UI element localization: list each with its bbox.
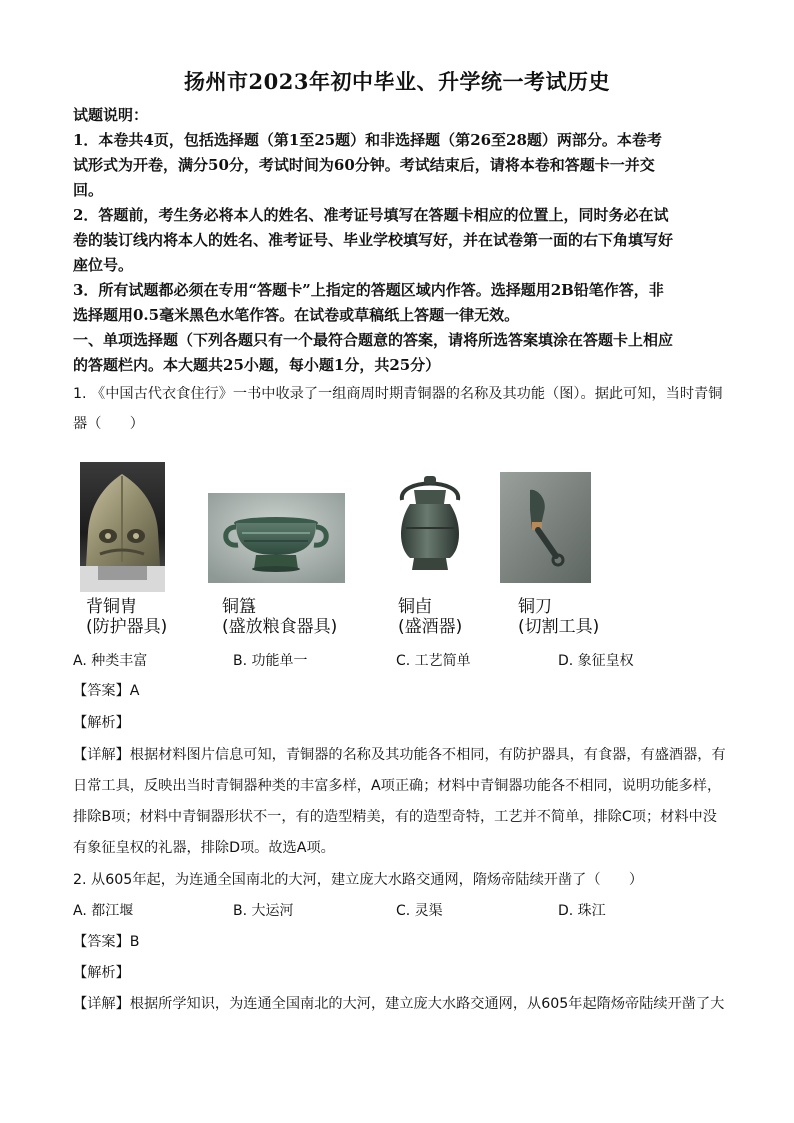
q1-stem: 器（ ）	[73, 416, 144, 432]
q2-stem: 2. 从605年起，为连通全国南北的大河，建立庞大水路交通网，隋炀帝陆续开凿了（ ）	[73, 872, 644, 888]
figure-caption-name: 铜刀	[518, 597, 552, 617]
q2-detail	[73, 993, 733, 1015]
helmet-photo	[80, 462, 165, 592]
q2-option-b: B. 大运河	[233, 903, 294, 919]
q1-detail: 日常工具，反映出当时青铜器种类的丰富多样，A项正确；材料中青铜器功能各不相同，说明功能多样，	[73, 778, 722, 794]
q1-detail	[73, 744, 733, 766]
answer-tag: 【答案】	[73, 934, 130, 950]
detail-tag: 【详解】	[73, 996, 130, 1012]
q1-analysis-tag: 【解析】	[73, 715, 130, 731]
instruction-line: 2．答题前，考生务必将本人的姓名、准考证号填写在答题卡相应的位置上，同时务必在试	[73, 206, 669, 224]
figure-caption-function: (盛酒器)	[398, 617, 463, 637]
q2-option-d: D. 珠江	[558, 903, 606, 919]
q1-option-c: C. 工艺简单	[396, 653, 471, 669]
figure-caption-name: 铜簋	[222, 597, 256, 617]
q1-stem: 1. 《中国古代衣食住行》一书中收录了一组商周时期青铜器的名称及其功能（图）。据此可知，当时青铜	[73, 386, 723, 402]
detail-text: 根据材料图片信息可知，青铜器的名称及其功能各不相同，有防护器具，有食器，有盛酒器，有	[129, 747, 726, 763]
q2-answer	[73, 931, 733, 953]
instruction-line: 选择题用0.5毫米黑色水笔作答。在试卷或草稿纸上答题一律无效。	[73, 306, 520, 324]
figure-caption-name: 铜卣	[398, 597, 432, 617]
figure-caption-name: 背铜胄	[86, 597, 137, 617]
gui-vessel-photo	[208, 493, 345, 583]
q1-answer	[73, 680, 733, 702]
detail-tag: 【详解】	[73, 747, 130, 763]
q2-option-a: A. 都江堰	[73, 903, 134, 919]
section-heading: 的答题栏内。本大题共25小题，每小题1分，共25分）	[73, 356, 441, 374]
q1-detail: 有象征皇权的礼器，排除D项。故选A项。	[73, 840, 335, 856]
figure-caption-function: (防护器具)	[86, 617, 168, 637]
instruction-line: 卷的装订线内将本人的姓名、准考证号、毕业学校填写好，并在试卷第一面的右下角填写好	[73, 231, 674, 249]
q1-option-d: D. 象征皇权	[558, 653, 634, 669]
q1-option-b: B. 功能单一	[233, 653, 308, 669]
instruction-line: 回。	[73, 181, 104, 199]
q2-analysis-tag: 【解析】	[73, 965, 130, 981]
answer-value: A	[129, 683, 140, 699]
q1-detail: 排除B项；材料中青铜器形状不一，有的造型精美，有的造型奇特，工艺并不简单，排除C项；材料中没	[73, 809, 717, 825]
you-vessel-photo	[384, 470, 476, 578]
figure-caption-function: (盛放粮食器具)	[222, 617, 338, 637]
answer-value: B	[129, 934, 140, 950]
q2-option-c: C. 灵渠	[396, 903, 443, 919]
detail-text: 根据所学知识，为连通全国南北的大河，建立庞大水路交通网，从605年起隋炀帝陆续开凿了大	[129, 996, 725, 1012]
knife-photo	[500, 472, 591, 583]
q1-option-a: A. 种类丰富	[73, 653, 148, 669]
instruction-line: 试形式为开卷，满分50分，考试时间为60分钟。考试结束后，请将本卷和答题卡一并交	[73, 156, 655, 174]
instruction-line: 3．所有试题都必须在专用“答题卡”上指定的答题区域内作答。选择题用2B铅笔作答，非	[73, 281, 664, 299]
exam-title: 扬州市2023年初中毕业、升学统一考试历史	[184, 69, 610, 94]
figure-caption-function: (切割工具)	[518, 617, 600, 637]
section-heading: 一、单项选择题（下列各题只有一个最符合题意的答案，请将所选答案填涂在答题卡上相应	[73, 331, 674, 349]
instruction-line: 座位号。	[73, 256, 134, 274]
instruction-line: 1．本卷共4页，包括选择题（第1至25题）和非选择题（第26至28题）两部分。本卷考	[73, 131, 662, 149]
answer-tag: 【答案】	[73, 683, 130, 699]
instructions-heading: 试题说明：	[73, 106, 149, 124]
